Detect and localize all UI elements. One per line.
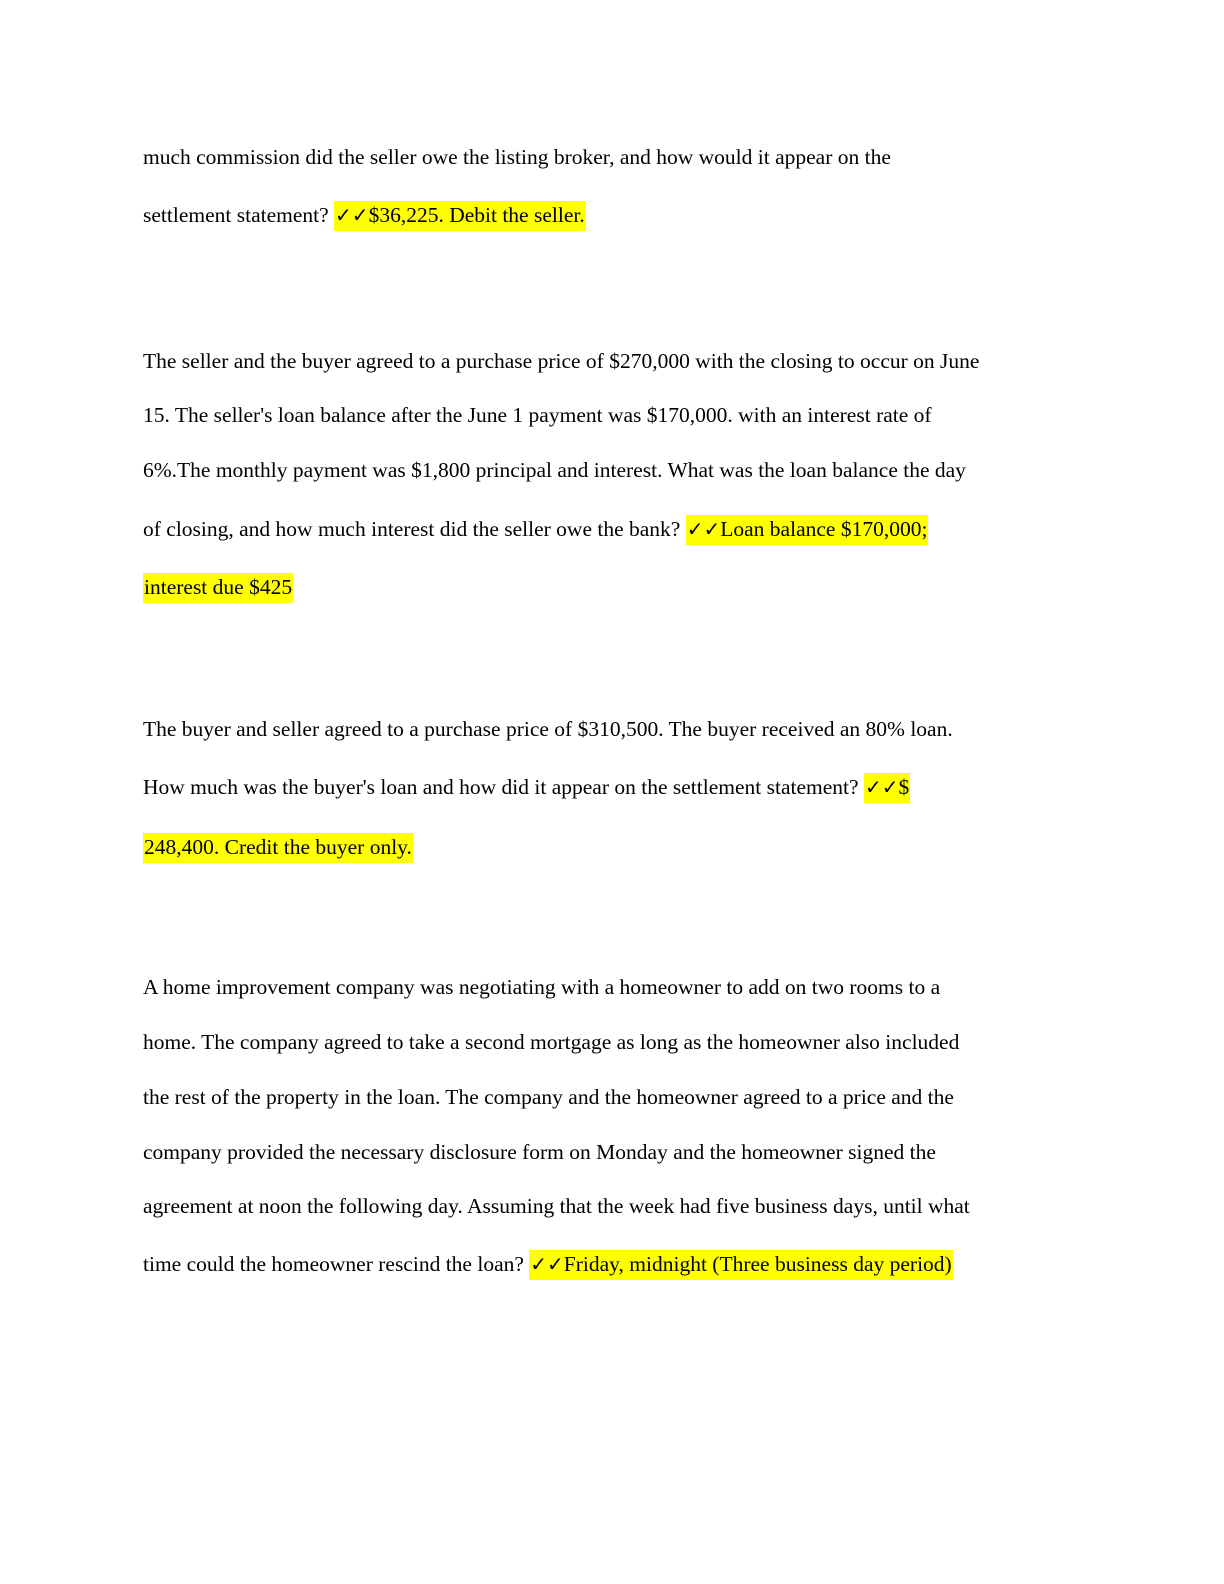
q3-answer-highlight xyxy=(864,773,910,803)
q4-line-5: agreement at noon the following day. Assuming that the week had five business days, until what xyxy=(143,1194,970,1218)
q4-line-4: company provided the necessary disclosure form on Monday and the homeowner signed the xyxy=(143,1140,936,1164)
q3-line-2 xyxy=(143,772,910,802)
q4-line-1: A home improvement company was negotiating with a homeowner to add on two rooms to a xyxy=(143,975,941,999)
q2-line-5 xyxy=(143,572,293,602)
double-check-icon: ✓✓ xyxy=(335,203,369,227)
q2-line-3: 6%.The monthly payment was $1,800 principal and interest. What was the loan balance the day xyxy=(143,458,966,482)
q2-answer-part-1: Loan balance $170,000; xyxy=(720,517,928,541)
q3-question-text: How much was the buyer's loan and how did it appear on the settlement statement? xyxy=(143,775,864,799)
q4-answer: Friday, midnight (Three business day period) xyxy=(563,1252,952,1276)
double-check-icon: ✓✓ xyxy=(530,1252,564,1276)
q4-line-6 xyxy=(143,1249,953,1279)
double-check-icon: ✓✓ xyxy=(686,517,721,541)
q1-line-2 xyxy=(143,200,586,230)
q3-answer-part-2: 248,400. Credit the buyer only. xyxy=(143,833,413,863)
q1-answer: $36,225. Debit the seller. xyxy=(368,203,585,227)
q2-line-2: 15. The seller's loan balance after the June 1 payment was $170,000. with an interest rate of xyxy=(143,403,932,427)
q3-line-1: The buyer and seller agreed to a purchase price of $310,500. The buyer received an 80% loan. xyxy=(143,717,953,741)
q4-question-text: time could the homeowner rescind the loan? xyxy=(143,1252,530,1276)
q2-answer-highlight xyxy=(686,515,929,545)
q1-line-1: much commission did the seller owe the listing broker, and how would it appear on the xyxy=(143,145,891,169)
q3-answer-part-1: $ xyxy=(898,775,910,799)
q1-question-text: settlement statement? xyxy=(143,203,335,227)
q2-line-1: The seller and the buyer agreed to a purchase price of $270,000 with the closing to occur on June xyxy=(143,349,980,373)
q4-line-2: home. The company agreed to take a second mortgage as long as the homeowner also included xyxy=(143,1030,960,1054)
q4-answer-highlight xyxy=(529,1250,952,1280)
q2-question-text: of closing, and how much interest did the seller owe the bank? xyxy=(143,517,686,541)
q2-line-4 xyxy=(143,514,928,544)
double-check-icon: ✓✓ xyxy=(864,775,899,799)
q2-answer-part-2: interest due $425 xyxy=(143,573,293,603)
q1-answer-highlight xyxy=(334,201,586,231)
q4-line-3: the rest of the property in the loan. The company and the homeowner agreed to a price and the xyxy=(143,1085,954,1109)
q3-line-3 xyxy=(143,832,413,862)
